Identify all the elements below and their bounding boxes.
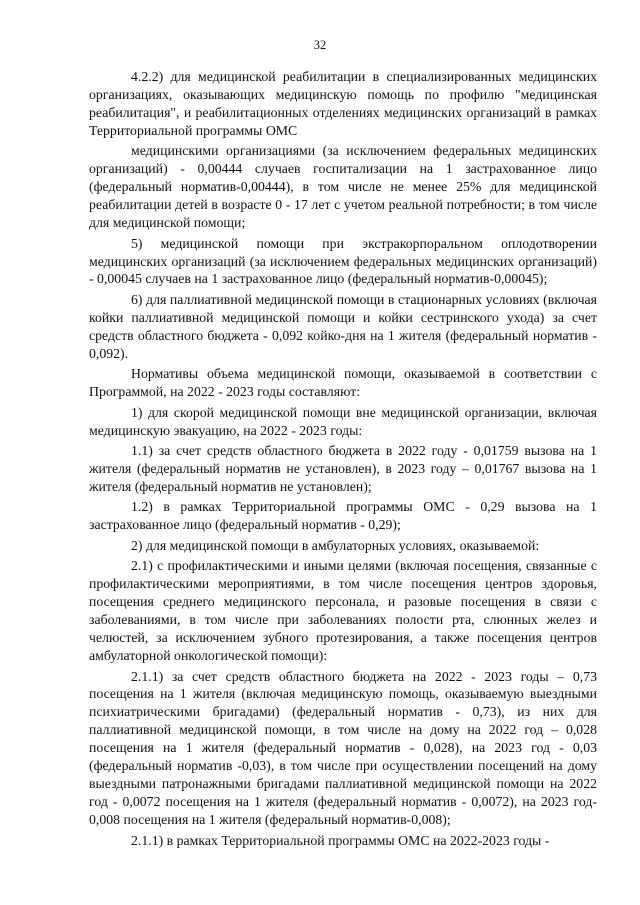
paragraph-1-2-oms: 1.2) в рамках Территориальной программы ОМС - 0,29 вызова на 1 застрахованное лицо (федеральный норматив - 0,29);	[89, 499, 597, 533]
paragraph-4-2-2: 4.2.2) для медицинской реабилитации в специализированных медицинских организациях, оказывающих медицинскую помощь по профилю "медицинская реабилитация", и реабилитационных отделениях медицинских организаций в рамках Территориальной программы ОМС	[89, 69, 597, 138]
paragraph-2-1-preventive: 2.1) с профилактическими и иными целями (включая посещения, связанные с профилактическими мероприятиями, в том числе посещения центров здоровья, посещения среднего медицинского персонала, и разовые посещения в связи с заболеваниями, в том числе при заболеваниях полости рта, слюнных желез и челюстей, за исключением зубного протезирования, а также посещения центров амбулаторной онкологической помощи):	[89, 558, 597, 664]
document-body	[89, 68, 597, 850]
paragraph-1-1-regional-budget: 1.1) за счет средств областного бюджета в 2022 году - 0,01759 вызова на 1 жителя (федеральный норматив не установлен), в 2023 году – 0,01767 вызова на 1 жителя (федеральный норматив не установлен);	[89, 443, 597, 494]
page-number: 32	[313, 38, 327, 52]
paragraph-5-eco: 5) медицинской помощи при экстракорпоральном оплодотворении медицинских организаций (за исключением федеральных медицинских организаций) - 0,00045 случаев на 1 застрахованное лицо (федеральный норматив-0,00045);	[89, 235, 597, 287]
paragraph-2-1-1-oms: 2.1.1) в рамках Территориальной программы ОМС на 2022-2023 годы -	[131, 832, 550, 848]
paragraph-1-emergency: 1) для скорой медицинской помощи вне медицинской организации, включая медицинскую эвакуацию, на 2022 - 2023 годы:	[89, 404, 597, 438]
paragraph-2-outpatient: 2) для медицинской помощи в амбулаторных условиях, оказываемой:	[131, 537, 540, 553]
paragraph-2-1-1-regional-budget: 2.1.1) за счет средств областного бюджета на 2022 - 2023 годы – 0,73 посещения на 1 жителя (включая медицинскую помощь, оказываемую выездными психиатрическими бригадами) (федеральный норматив - 0,73), из них для паллиативной медицинской помощи, в том числе на дому на 2022 год – 0,028 посещения на 1 жителя (федеральный норматив - 0,028), на 2023 год - 0,03 (федеральный норматив -0,03), в том числе при осуществлении посещений на дому выездными патронажными бригадами паллиативной медицинской помощи на 2022 год - 0,0072 посещения на 1 жителя (федеральный норматив - 0,0072), на 2023 год- 0,008 посещения на 1 жителя (федеральный норматив-0,008);	[89, 668, 597, 828]
paragraph-6-palliative: 6) для паллиативной медицинской помощи в стационарных условиях (включая койки паллиативной медицинской помощи и койки сестринского ухода) за счет средств областного бюджета - 0,092 койко-дня на 1 жителя (федеральный норматив - 0,092).	[89, 291, 597, 361]
paragraph-medical-organizations: медицинскими организациями (за исключением федеральных медицинских организаций) - 0,00444 случаев госпитализации на 1 застрахованное лицо (федеральный норматив-0,00444), в том числе не менее 25% для медицинской реабилитации детей в возрасте 0 - 17 лет с учетом реальной потребности; в том числе для медицинской помощи;	[89, 143, 597, 231]
paragraph-norms-intro: Нормативы объема медицинской помощи, оказываемой в соответствии с Программой, на 2022 - 2023 годы составляют:	[89, 366, 597, 400]
